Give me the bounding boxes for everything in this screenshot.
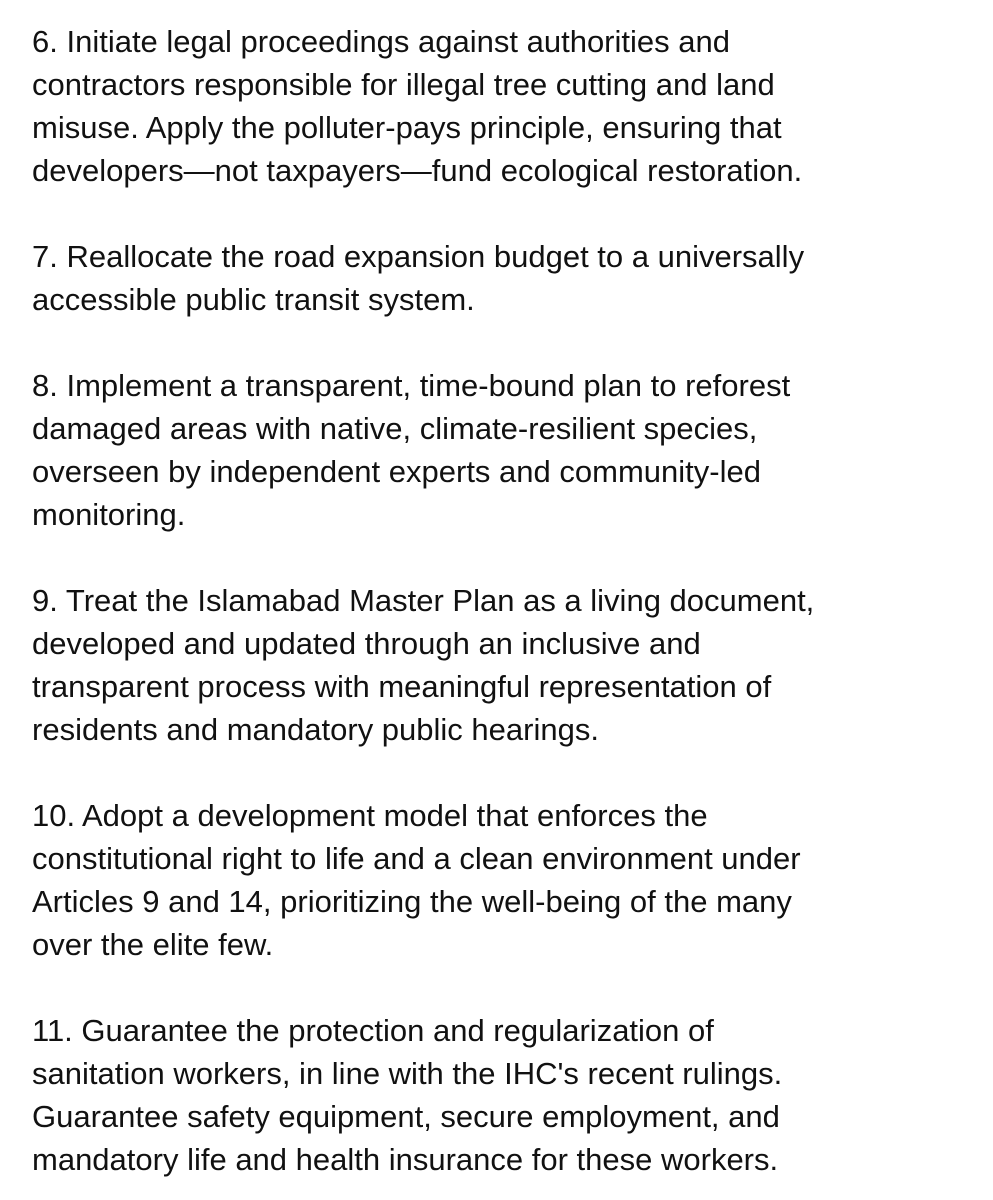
list-item-11: 11. Guarantee the protection and regularization of sanitation workers, in line with the IHC's recent rulings. Guarantee safety equipment, secure employment, and mandatory life and health insurance for these workers. (32, 1013, 783, 1177)
list-item-10: 10. Adopt a development model that enforces the constitutional right to life and a clean environment under Articles 9 and 14, prioritizing the well-being of the many over the elite few. (32, 798, 801, 962)
list-item-7: 7. Reallocate the road expansion budget to a universally accessible public transit system. (32, 239, 805, 317)
list-item-9: 9. Treat the Islamabad Master Plan as a living document, developed and updated through an inclusive and transparent process with meaningful representation of residents and mandatory public hearings. (32, 583, 815, 747)
document-body (32, 20, 977, 1181)
list-item-8: 8. Implement a transparent, time-bound plan to reforest damaged areas with native, climate-resilient species, overseen by independent experts and community-led monitoring. (32, 368, 791, 532)
list-item-6: 6. Initiate legal proceedings against authorities and contractors responsible for illegal tree cutting and land misuse. Apply the polluter-pays principle, ensuring that developers—not taxpayers—fund ecological restoration. (32, 24, 803, 188)
